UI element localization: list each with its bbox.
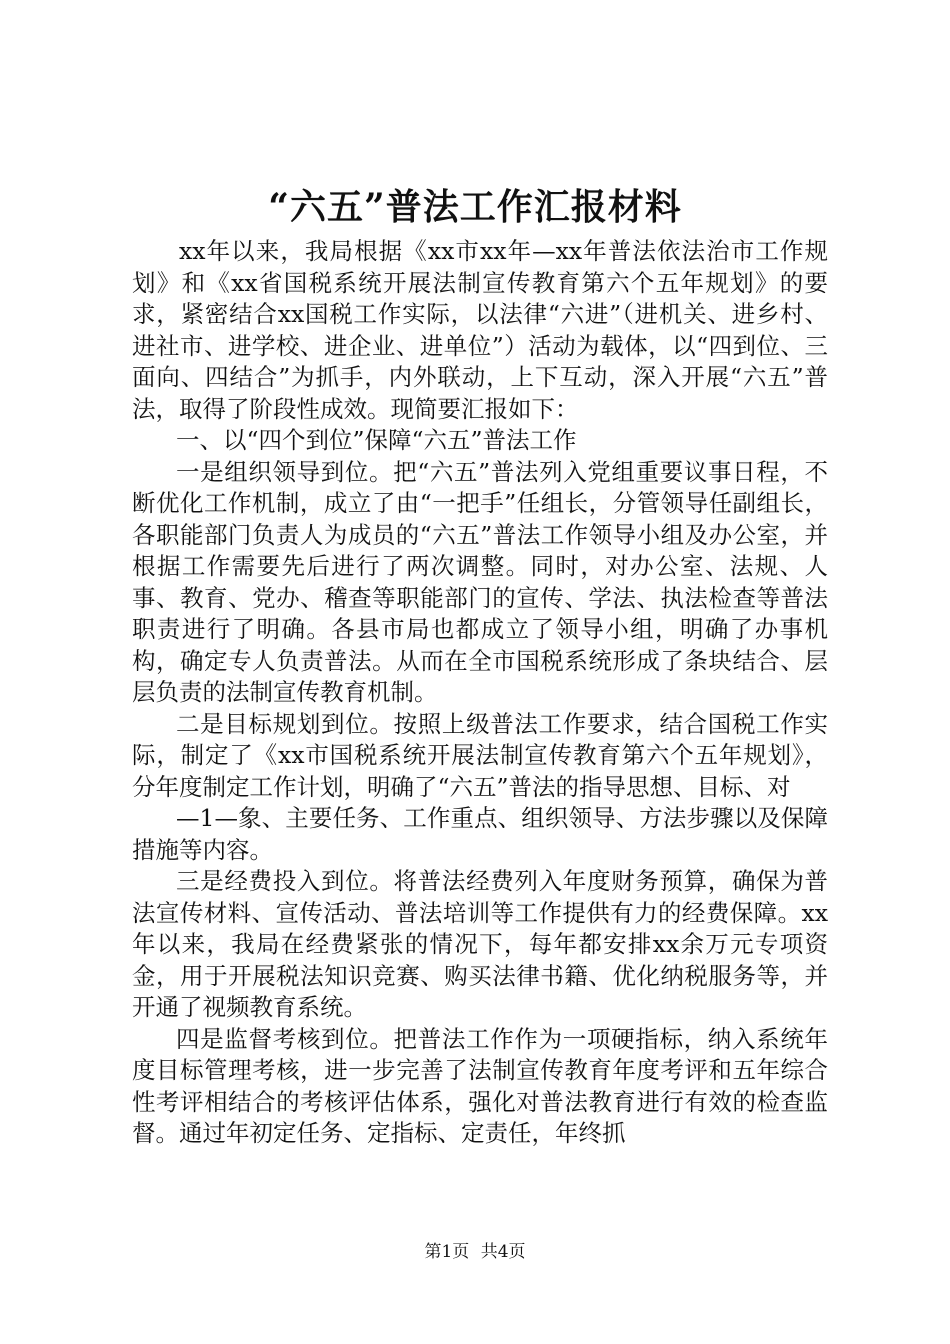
page-total: 共4页 [480,1242,526,1262]
section-heading-1: 一、以“四个到位”保障“六五”普法工作 [176,426,577,454]
document-body [132,236,828,1150]
paragraph-planning-continued: —1—象、主要任务、工作重点、组织领导、方法步骤以及保障措施等内容。 [132,804,828,864]
document-title: “六五”普法工作汇报材料 [268,186,682,228]
paragraph-organization: 一是组织领导到位。把“六五”普法列入党组重要议事日程，不断优化工作机制，成立了由“一把手”任组长，分管领导任副组长，各职能部门负责人为成员的“六五”普法工作领导小组及办公室，并根据工作需要先后进行了两次调整。同时，对办公室、法规、人事、教育、党办、稽查等职能部门的宣传、学法、执法检查等普法职责进行了明确。各县市局也都成立了领导小组，明确了办事机构，确定专人负责普法。从而在全市国税系统形成了条块结合、层层负责的法制宣传教育机制。 [132,457,828,706]
paragraph-funding: 三是经费投入到位。将普法经费列入年度财务预算，确保为普法宣传材料、宣传活动、普法培训等工作提供有力的经费保障。xx年以来，我局在经费紧张的情况下，每年都安排xx余万元专项资金，用于开展税法知识竞赛、购买法律书籍、优化纳税服务等，并开通了视频教育系统。 [132,867,828,1021]
paragraph-supervision: 四是监督考核到位。把普法工作作为一项硬指标，纳入系统年度目标管理考核，进一步完善了法制宣传教育年度考评和五年综合性考评相结合的考核评估体系，强化对普法教育进行有效的检查监督。通过年初定任务、定指标、定责任，年终抓 [132,1024,828,1147]
page-footer [0,1240,950,1264]
intro-paragraph: xx年以来，我局根据《xx市xx年—xx年普法依法治市工作规划》和《xx省国税系统开展法制宣传教育第六个五年规划》的要求，紧密结合xx国税工作实际，以法律“六进”（进机关、进乡村、进社市、进学校、进企业、进单位”）活动为载体，以“四到位、三面向、四结合”为抓手，内外联动，上下互动，深入开展“六五”普法，取得了阶段性成效。现简要汇报如下： [132,237,828,423]
page-number: 第1页 [424,1242,470,1262]
paragraph-planning: 二是目标规划到位。按照上级普法工作要求，结合国税工作实际，制定了《xx市国税系统开展法制宣传教育第六个五年规划》，分年度制定工作计划，明确了“六五”普法的指导思想、目标、对 [132,709,828,801]
